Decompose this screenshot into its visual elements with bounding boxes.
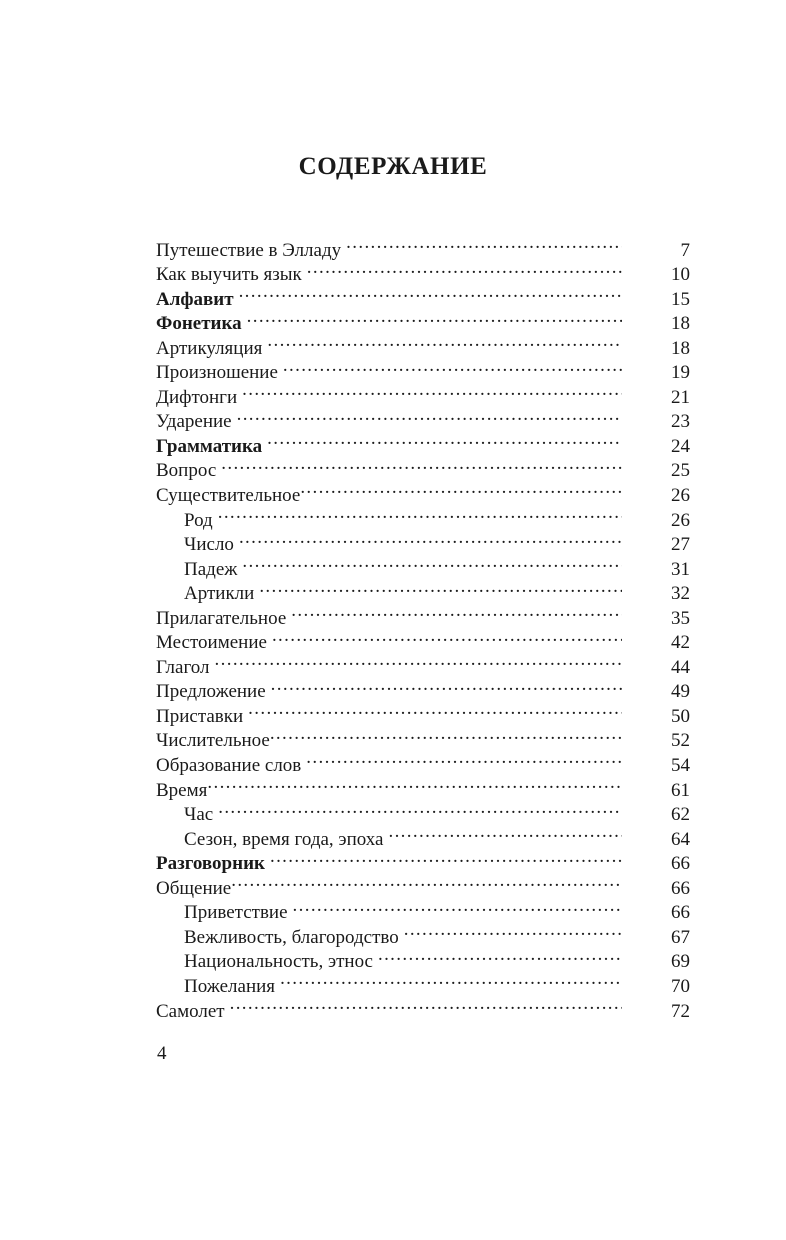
toc-dot-leader [218, 501, 622, 526]
toc-entry-page-number: 69 [671, 951, 690, 973]
toc-entry[interactable] [156, 869, 690, 899]
toc-dot-leader [239, 526, 622, 551]
toc-dot-leader [307, 256, 622, 281]
toc-entry-page-number: 26 [671, 485, 690, 507]
toc-entry-page-number: 21 [671, 386, 690, 408]
toc-entry-page-number: 72 [671, 1000, 690, 1022]
toc-entry-page-number: 35 [671, 607, 690, 629]
toc-entry-label: Число [184, 534, 234, 556]
toc-entry-page-number: 7 [680, 239, 690, 261]
toc-entry[interactable] [156, 992, 690, 1022]
toc-entry-page-number: 61 [671, 779, 690, 801]
toc-entry[interactable] [156, 476, 690, 507]
toc-entry-page-number: 70 [671, 975, 690, 997]
toc-entry[interactable] [156, 796, 690, 826]
toc-entry-label: Прилагательное [156, 607, 287, 629]
toc-dot-leader [271, 673, 622, 698]
toc-entry-label: Алфавит [156, 288, 234, 310]
toc-entry-label: Путешествие в Элладу [156, 239, 342, 261]
toc-entry-label: Приветствие [184, 902, 288, 924]
toc-entry[interactable] [156, 526, 690, 556]
toc-entry[interactable] [156, 894, 690, 924]
toc-entry-label: Самолет [156, 1000, 225, 1022]
toc-dot-leader [306, 746, 622, 771]
toc-entry-page-number: 32 [671, 583, 690, 605]
toc-entry-label: Падеж [184, 558, 238, 580]
toc-dot-leader [239, 280, 622, 305]
toc-entry[interactable] [156, 231, 690, 261]
toc-entry-label: Час [184, 804, 214, 826]
toc-entry-label: Общение [156, 877, 232, 899]
toc-entry-page-number: 19 [671, 362, 690, 384]
toc-entry-page-number: 66 [671, 877, 690, 899]
toc-dot-leader [259, 575, 622, 600]
toc-dot-leader [378, 943, 622, 968]
toc-dot-leader [215, 648, 622, 673]
toc-entry[interactable] [156, 673, 690, 703]
page-title: СОДЕРЖАНИЕ [298, 153, 488, 180]
toc-entry-label: Предложение [156, 681, 266, 703]
toc-entry-label: Ударение [156, 411, 232, 433]
toc-dot-leader [242, 550, 622, 575]
toc-entry-label: Грамматика [156, 435, 263, 457]
toc-entry-label: Вежливость, благородство [184, 926, 399, 948]
toc-entry[interactable] [156, 501, 690, 531]
toc-entry-page-number: 25 [671, 460, 690, 482]
toc-entry-page-number: 64 [671, 828, 690, 850]
toc-entry-page-number: 27 [671, 534, 690, 556]
toc-entry-page-number: 24 [671, 435, 690, 457]
toc-entry-page-number: 23 [671, 411, 690, 433]
toc-entry[interactable] [156, 452, 690, 482]
toc-dot-leader [346, 231, 622, 256]
toc-entry-page-number: 66 [671, 853, 690, 875]
toc-entry-label: Местоимение [156, 632, 267, 654]
toc-entry-label: Глагол [156, 656, 210, 678]
toc-entry-page-number: 49 [671, 681, 690, 703]
toc-dot-leader [207, 771, 622, 796]
toc-dot-leader [404, 918, 622, 943]
toc-entry-label: Разговорник [156, 853, 265, 875]
toc-entry[interactable] [156, 820, 690, 850]
toc-dot-leader [388, 820, 622, 845]
toc-dot-leader [267, 329, 622, 354]
toc-entry-page-number: 15 [671, 288, 690, 310]
toc-dot-leader [248, 697, 622, 722]
toc-entry-label: Фонетика [156, 313, 242, 335]
toc-dot-leader [218, 796, 622, 821]
toc-entry-label: Артикли [184, 583, 255, 605]
toc-dot-leader [267, 427, 622, 452]
toc-dot-leader [270, 845, 622, 870]
toc-entry-page-number: 62 [671, 804, 690, 826]
toc-entry[interactable] [156, 771, 690, 801]
toc-entry-label: Существительное [156, 485, 301, 507]
toc-entry-page-number: 66 [671, 902, 690, 924]
toc-entry-label: Национальность, этнос [184, 951, 373, 973]
toc-entry-page-number: 26 [671, 509, 690, 531]
toc-dot-leader [231, 869, 622, 894]
toc-entry-page-number: 50 [671, 705, 690, 727]
toc-dot-leader [272, 624, 622, 649]
toc-entry-page-number: 54 [671, 755, 690, 777]
toc-entry-label: Образование слов [156, 755, 302, 777]
page-folio-number: 4 [157, 1043, 167, 1064]
toc-entry[interactable] [156, 403, 690, 433]
toc-dot-leader [230, 992, 622, 1017]
toc-entry-page-number: 10 [671, 264, 690, 286]
toc-dot-leader [280, 967, 622, 992]
toc-dot-leader [221, 452, 622, 477]
toc-entry-page-number: 67 [671, 926, 690, 948]
toc-entry-page-number: 42 [671, 632, 690, 654]
toc-dot-leader [283, 354, 622, 379]
toc-entry-label: Сезон, время года, эпоха [184, 828, 384, 850]
toc-entry-page-number: 44 [671, 656, 690, 678]
toc-dot-leader [237, 403, 622, 428]
toc-dot-leader [242, 378, 622, 403]
toc-dot-leader [247, 305, 622, 330]
toc-entry-page-number: 18 [671, 313, 690, 335]
toc-entry-label: Дифтонги [156, 386, 238, 408]
toc-entry-label: Числительное [156, 730, 270, 752]
toc-dot-leader [291, 599, 622, 624]
toc-dot-leader [293, 894, 622, 919]
toc-entry-page-number: 52 [671, 730, 690, 752]
toc-entry-label: Вопрос [156, 460, 217, 482]
toc-entry-page-number: 18 [671, 337, 690, 359]
toc-entry-label: Произношение [156, 362, 278, 384]
toc-dot-leader [300, 476, 622, 501]
toc-entry[interactable] [156, 648, 690, 678]
toc-list [156, 231, 690, 1022]
toc-entry-label: Время [156, 779, 208, 801]
toc-entry-label: Пожелания [184, 975, 276, 997]
toc-dot-leader [270, 722, 622, 747]
toc-entry-label: Приставки [156, 705, 244, 727]
toc-entry-page-number: 31 [671, 558, 690, 580]
toc-entry-label: Как выучить язык [156, 264, 302, 286]
toc-entry-label: Род [184, 509, 213, 531]
toc-entry-label: Артикуляция [156, 337, 263, 359]
